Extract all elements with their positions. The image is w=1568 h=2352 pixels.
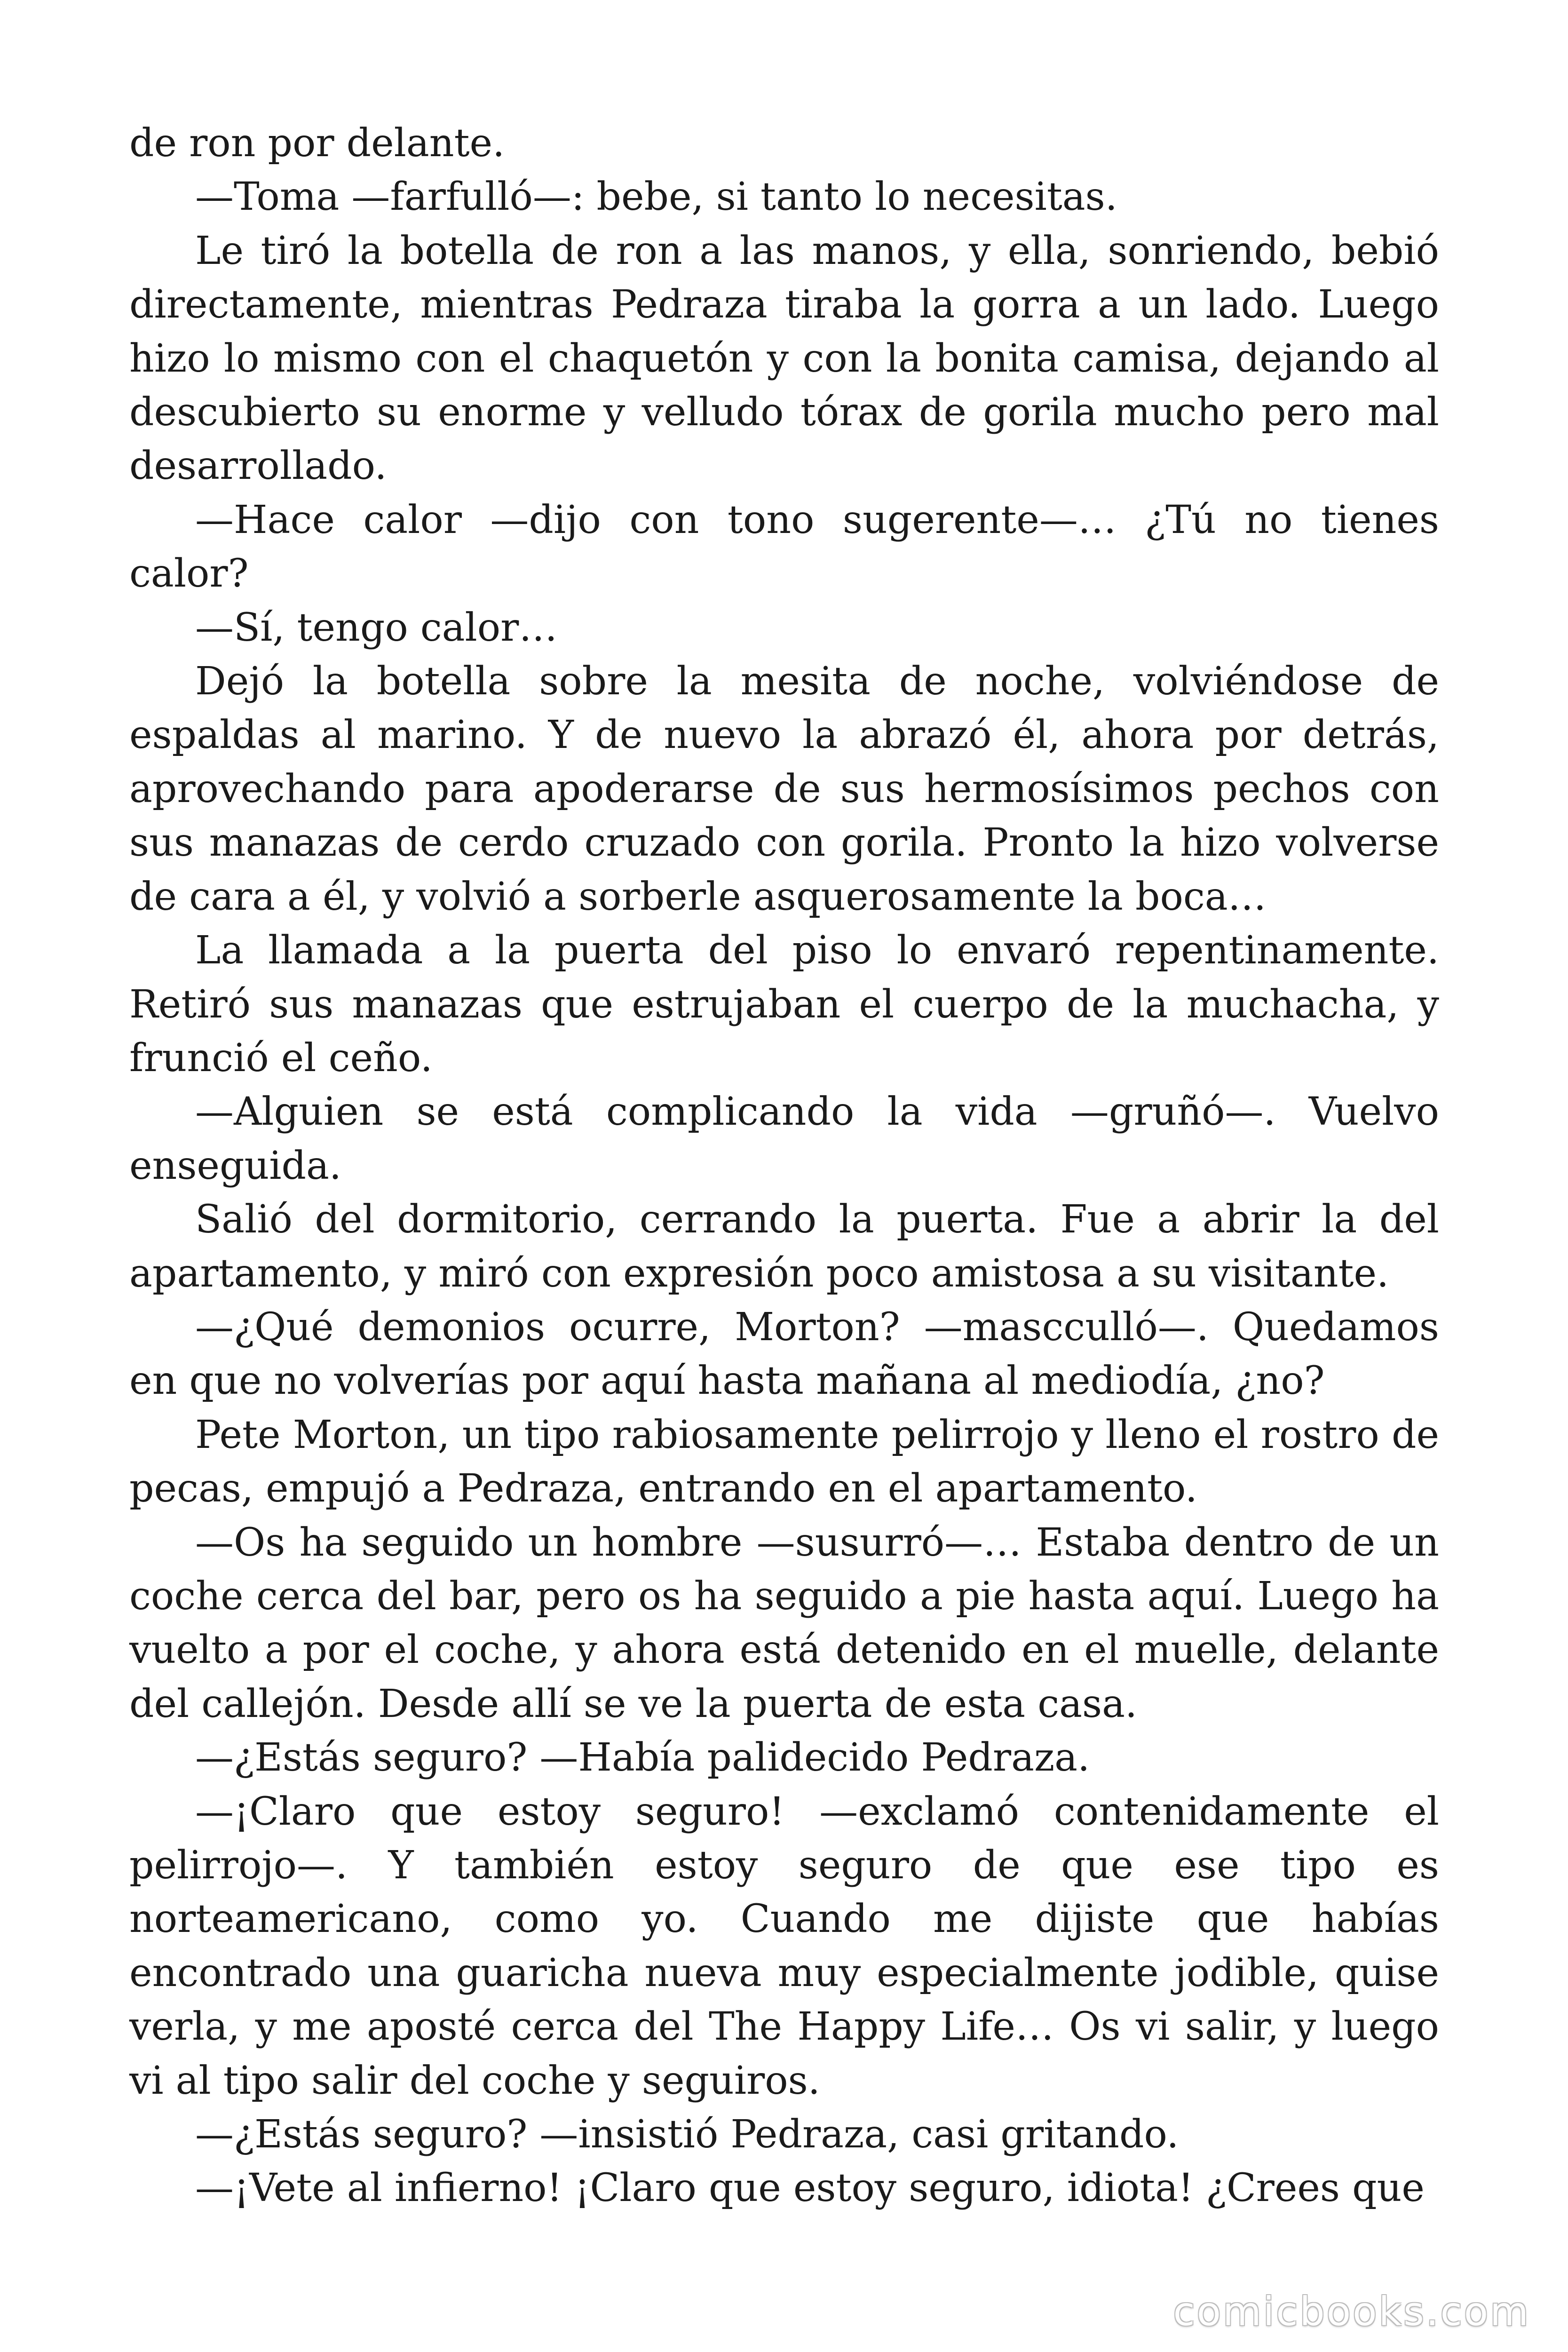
paragraph-7: La llamada a la puerta del piso lo envaró repentinamente. Retiró sus manazas que estrujaban el cuerpo de la muchacha, y frunció el ceño. bbox=[129, 928, 1439, 1081]
paragraph-1: de ron por delante. bbox=[129, 121, 505, 166]
paragraph-9: Salió del dormitorio, cerrando la puerta. Fue a abrir la del apartamento, y miró con expresión poco amistosa a su visitante. bbox=[129, 1197, 1439, 1296]
paragraph-3: Le tiró la botella de ron a las manos, y ella, sonriendo, bebió directamente, mientras Pedraza tiraba la gorra a un lado. Luego hizo lo mismo con el chaquetón y con la bonita camisa, dejando al descubierto su enorme y velludo tórax de gorila mucho pero mal desarrollado. bbox=[129, 228, 1439, 489]
paragraph-2: —Toma —farfulló—: bebe, si tanto lo necesitas. bbox=[195, 175, 1117, 220]
paragraph-14: —¡Claro que estoy seguro! —exclamó contenidamente el pelirrojo—. Y también estoy seguro de que ese tipo es norteamericano, como yo. Cuando me dijiste que habías encontrado una guaricha nueva muy especialmente jodible, quise verla, y me aposté cerca del The Happy Life… Os vi salir, y luego vi al tipo salir del coche y seguiros. bbox=[129, 1789, 1439, 2103]
paragraph-4: —Hace calor —dijo con tono sugerente—… ¿Tú no tienes calor? bbox=[129, 497, 1439, 596]
page-text bbox=[129, 117, 1439, 2216]
paragraph-8: —Alguien se está complicando la vida —gruñó—. Vuelvo enseguida. bbox=[129, 1089, 1439, 1188]
watermark: comicbooks.com bbox=[1173, 2288, 1530, 2335]
paragraph-12: —Os ha seguido un hombre —susurró—… Estaba dentro de un coche cerca del bar, pero os ha seguido a pie hasta aquí. Luego ha vuelto a por el coche, y ahora está detenido en el muelle, delante del callejón. Desde allí se ve la puerta de esta casa. bbox=[129, 1520, 1439, 1726]
paragraph-10: —¿Qué demonios ocurre, Morton? —mascculló—. Quedamos en que no volverías por aquí hasta mañana al mediodía, ¿no? bbox=[129, 1304, 1439, 1404]
paragraph-16: —¡Vete al infierno! ¡Claro que estoy seguro, idiota! ¿Crees que bbox=[195, 2166, 1425, 2211]
paragraph-6: Dejó la botella sobre la mesita de noche, volviéndose de espaldas al marino. Y de nuevo la abrazó él, ahora por detrás, aprovechando para apoderarse de sus hermosísimos pechos con sus manazas de cerdo cruzado con gorila. Pronto la hizo volverse de cara a él, y volvió a sorberle asquerosamente la boca… bbox=[129, 659, 1439, 919]
paragraph-5: —Sí, tengo calor… bbox=[195, 605, 558, 650]
paragraph-15: —¿Estás seguro? —insistió Pedraza, casi gritando. bbox=[195, 2112, 1179, 2157]
paragraph-13: —¿Estás seguro? —Había palidecido Pedraza. bbox=[195, 1735, 1090, 1780]
paragraph-11: Pete Morton, un tipo rabiosamente pelirrojo y lleno el rostro de pecas, empujó a Pedraza, entrando en el apartamento. bbox=[129, 1412, 1439, 1511]
